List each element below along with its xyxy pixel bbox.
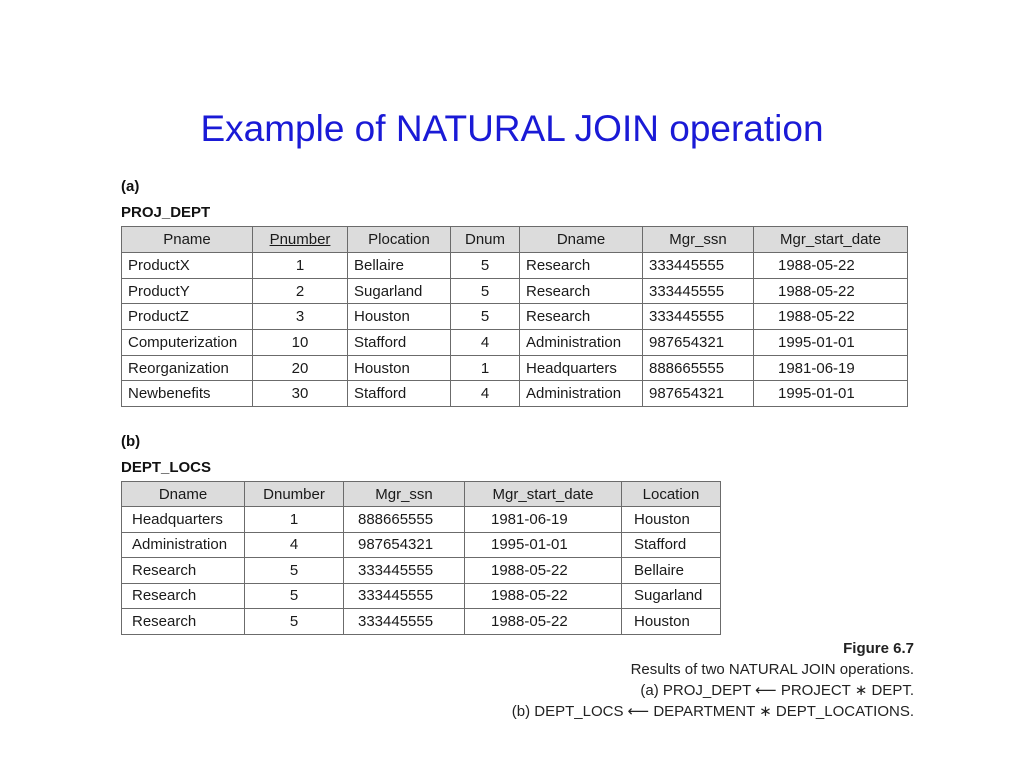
- column-header: Mgr_ssn: [643, 227, 754, 253]
- table-row: [122, 304, 908, 330]
- table-cell: 1988-05-22: [754, 278, 908, 304]
- table-cell: 4: [451, 330, 520, 356]
- dept-locs-name: DEPT_LOCS: [121, 459, 212, 476]
- table-cell: 987654321: [344, 532, 465, 558]
- table-cell: ProductX: [122, 253, 253, 279]
- table-cell: Bellaire: [348, 253, 451, 279]
- column-header: Dnum: [451, 227, 520, 253]
- table-cell: 4: [245, 532, 344, 558]
- table-cell: 1: [253, 253, 348, 279]
- table-row: [122, 278, 908, 304]
- column-header: Dnumber: [245, 482, 344, 507]
- table-header-row: [122, 227, 908, 253]
- table-cell: 333445555: [643, 253, 754, 279]
- table-row: [122, 381, 908, 407]
- table-cell: 5: [245, 583, 344, 609]
- table-cell: 5: [451, 278, 520, 304]
- table-cell: 888665555: [344, 507, 465, 533]
- table-cell: 1988-05-22: [465, 609, 622, 635]
- caption-line: Results of two NATURAL JOIN operations.: [630, 661, 914, 678]
- table-cell: 1988-05-22: [754, 253, 908, 279]
- table-cell: 5: [451, 253, 520, 279]
- table-cell: Houston: [622, 609, 721, 635]
- table-cell: 987654321: [643, 330, 754, 356]
- table-cell: Stafford: [348, 330, 451, 356]
- table-cell: Administration: [520, 330, 643, 356]
- table-cell: ProductZ: [122, 304, 253, 330]
- column-header: Dname: [520, 227, 643, 253]
- table-cell: Bellaire: [622, 558, 721, 584]
- table-cell: 30: [253, 381, 348, 407]
- table-cell: Sugarland: [348, 278, 451, 304]
- table-row: [122, 532, 721, 558]
- table-row: [122, 507, 721, 533]
- table-cell: Reorganization: [122, 355, 253, 381]
- table-cell: Research: [520, 253, 643, 279]
- slide-title: Example of NATURAL JOIN operation: [200, 108, 824, 149]
- table-cell: 1995-01-01: [465, 532, 622, 558]
- table-row: [122, 253, 908, 279]
- column-header: Location: [622, 482, 721, 507]
- table-cell: Research: [520, 278, 643, 304]
- table-row: [122, 558, 721, 584]
- table-row: [122, 355, 908, 381]
- table-row: [122, 583, 721, 609]
- table-cell: 1988-05-22: [465, 558, 622, 584]
- table-cell: 2: [253, 278, 348, 304]
- table-cell: 5: [245, 558, 344, 584]
- table-cell: 20: [253, 355, 348, 381]
- table-cell: 5: [245, 609, 344, 635]
- column-header: Mgr_ssn: [344, 482, 465, 507]
- table-cell: Administration: [122, 532, 245, 558]
- table-cell: 333445555: [643, 278, 754, 304]
- table-cell: Houston: [348, 355, 451, 381]
- table-cell: Stafford: [622, 532, 721, 558]
- table-cell: 333445555: [344, 558, 465, 584]
- table-cell: Administration: [520, 381, 643, 407]
- column-header: Pnumber: [253, 227, 348, 253]
- table-cell: 888665555: [643, 355, 754, 381]
- table-cell: 1988-05-22: [465, 583, 622, 609]
- column-header: Mgr_start_date: [465, 482, 622, 507]
- part-a-label: (a): [121, 178, 140, 195]
- table-cell: 4: [451, 381, 520, 407]
- table-cell: Houston: [622, 507, 721, 533]
- table-cell: 333445555: [344, 609, 465, 635]
- column-header: Pname: [122, 227, 253, 253]
- column-header: Plocation: [348, 227, 451, 253]
- table-cell: 1995-01-01: [754, 381, 908, 407]
- table-cell: ProductY: [122, 278, 253, 304]
- table-cell: Stafford: [348, 381, 451, 407]
- table-cell: 1: [245, 507, 344, 533]
- table-cell: Sugarland: [622, 583, 721, 609]
- table-cell: Research: [122, 609, 245, 635]
- table-cell: 1981-06-19: [465, 507, 622, 533]
- table-cell: Computerization: [122, 330, 253, 356]
- table-cell: Research: [122, 583, 245, 609]
- table-cell: 987654321: [643, 381, 754, 407]
- column-header: Dname: [122, 482, 245, 507]
- table-cell: Research: [520, 304, 643, 330]
- caption-line: (a) PROJ_DEPT ⟵ PROJECT ∗ DEPT.: [640, 682, 914, 699]
- table-cell: 1: [451, 355, 520, 381]
- figure-caption: [512, 638, 914, 722]
- table-cell: Newbenefits: [122, 381, 253, 407]
- table-row: [122, 609, 721, 635]
- part-b-label: (b): [121, 433, 141, 450]
- proj-dept-table: [121, 226, 908, 407]
- table-cell: Research: [122, 558, 245, 584]
- table-header-row: [122, 482, 721, 507]
- table-cell: 333445555: [643, 304, 754, 330]
- table-cell: 333445555: [344, 583, 465, 609]
- table-row: [122, 330, 908, 356]
- table-cell: 1988-05-22: [754, 304, 908, 330]
- dept-locs-table: [121, 481, 721, 635]
- table-cell: Headquarters: [122, 507, 245, 533]
- table-cell: Headquarters: [520, 355, 643, 381]
- table-cell: 1981-06-19: [754, 355, 908, 381]
- proj-dept-name: PROJ_DEPT: [121, 204, 211, 221]
- caption-line: (b) DEPT_LOCS ⟵ DEPARTMENT ∗ DEPT_LOCATIONS.: [511, 703, 914, 720]
- figure-number: Figure 6.7: [843, 640, 914, 657]
- table-cell: 5: [451, 304, 520, 330]
- table-cell: 3: [253, 304, 348, 330]
- table-cell: 1995-01-01: [754, 330, 908, 356]
- table-cell: 10: [253, 330, 348, 356]
- column-header: Mgr_start_date: [754, 227, 908, 253]
- table-cell: Houston: [348, 304, 451, 330]
